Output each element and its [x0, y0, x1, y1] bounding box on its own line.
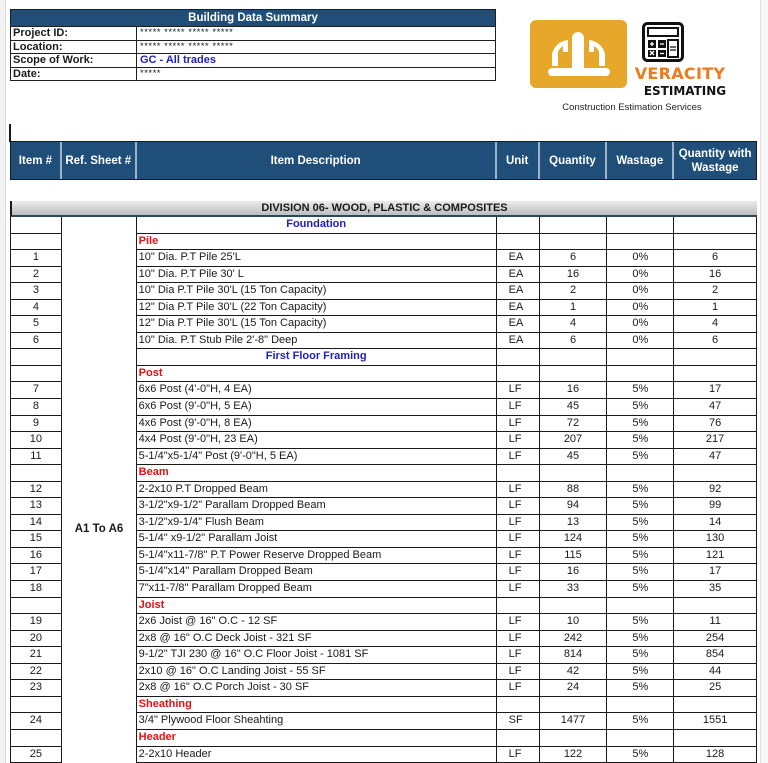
wastage-cell[interactable]	[607, 730, 674, 747]
description-cell[interactable]: 2x10 @ 16" O.C Landing Joist - 55 SF	[137, 664, 497, 681]
summary-label: Date:	[11, 68, 137, 81]
quantity-cell[interactable]: 16	[540, 382, 608, 399]
building-data-summary	[10, 9, 496, 81]
description-cell[interactable]: Foundation	[137, 217, 497, 234]
quantity-with-wastage-cell[interactable]	[674, 598, 756, 615]
quantity-with-wastage-cell[interactable]: 6	[674, 333, 756, 350]
wastage-cell[interactable]	[607, 465, 674, 482]
header-ref-sheet[interactable]: Ref. Sheet #	[62, 142, 137, 179]
unit-cell[interactable]	[497, 366, 540, 383]
item-number-cell[interactable]: 6	[11, 333, 62, 350]
wastage-cell[interactable]: 0%	[607, 333, 674, 350]
quantity-with-wastage-cell[interactable]: 2	[674, 283, 756, 300]
summary-row-project-id	[11, 26, 495, 40]
quantity-cell[interactable]	[540, 366, 608, 383]
description-cell[interactable]: First Floor Framing	[137, 349, 497, 366]
wastage-cell[interactable]: 5%	[607, 416, 674, 433]
wastage-cell[interactable]: 5%	[607, 531, 674, 548]
quantity-with-wastage-cell[interactable]: 35	[674, 581, 756, 598]
unit-cell[interactable]: LF	[497, 498, 540, 515]
quantity-cell[interactable]: 1477	[540, 713, 608, 730]
quantity-cell[interactable]: 72	[540, 416, 608, 433]
quantity-cell[interactable]: 45	[540, 399, 608, 416]
description-cell[interactable]: 5-1/4"x5-1/4" Post (9'-0"H, 5 EA)	[137, 449, 497, 466]
description-cell[interactable]: Beam	[137, 465, 497, 482]
item-number-cell[interactable]: 2	[11, 267, 62, 284]
item-number-cell[interactable]: 3	[11, 283, 62, 300]
quantity-with-wastage-cell[interactable]: 121	[674, 548, 756, 565]
description-cell[interactable]: 2x6 Joist @ 16" O.C - 12 SF	[137, 614, 497, 631]
wastage-cell[interactable]	[607, 349, 674, 366]
summary-row-scope	[11, 53, 495, 67]
description-cell[interactable]: 10" Dia P.T Pile 30'L (15 Ton Capacity)	[137, 283, 497, 300]
unit-cell[interactable]: EA	[497, 250, 540, 267]
header-item-description[interactable]: Item Description	[137, 142, 497, 179]
vertical-scrollbar[interactable]	[760, 0, 768, 763]
calculator-icon	[642, 22, 684, 62]
description-cell[interactable]: 2-2x10 P.T Dropped Beam	[137, 482, 497, 499]
unit-cell[interactable]: LF	[497, 432, 540, 449]
quantity-with-wastage-cell[interactable]	[674, 349, 756, 366]
quantity-with-wastage-cell[interactable]: 99	[674, 498, 756, 515]
quantity-cell[interactable]: 88	[540, 482, 608, 499]
wastage-cell[interactable]: 5%	[607, 747, 674, 763]
description-cell[interactable]: 10" Dia. P.T Pile 30' L	[137, 267, 497, 284]
unit-cell[interactable]: LF	[497, 614, 540, 631]
brand-name: VERACITY	[634, 64, 726, 83]
item-number-cell[interactable]: 18	[11, 581, 62, 598]
brand-tagline: Construction Estimation Services	[562, 102, 702, 113]
wastage-cell[interactable]: 5%	[607, 399, 674, 416]
quantity-with-wastage-cell[interactable]	[674, 234, 756, 251]
wastage-cell[interactable]: 5%	[607, 581, 674, 598]
wastage-cell[interactable]: 5%	[607, 382, 674, 399]
wastage-cell[interactable]: 5%	[607, 515, 674, 532]
wastage-cell[interactable]: 5%	[607, 631, 674, 648]
quantity-with-wastage-cell[interactable]: 16	[674, 267, 756, 284]
description-cell[interactable]: 4x6 Post (9'-0"H, 8 EA)	[137, 416, 497, 433]
description-cell[interactable]: 6x6 Post (4'-0"H, 4 EA)	[137, 382, 497, 399]
header-item-number[interactable]: Item #	[11, 142, 62, 179]
item-number-cell[interactable]: 25	[11, 747, 62, 763]
header-wastage[interactable]: Wastage	[607, 142, 674, 179]
quantity-cell[interactable]: 10	[540, 614, 608, 631]
quantity-cell[interactable]: 42	[540, 664, 608, 681]
wastage-cell[interactable]	[607, 366, 674, 383]
quantity-cell[interactable]: 45	[540, 449, 608, 466]
item-number-cell[interactable]: 17	[11, 564, 62, 581]
item-number-cell[interactable]	[11, 217, 62, 234]
description-cell[interactable]: Header	[137, 730, 497, 747]
unit-cell[interactable]: LF	[497, 631, 540, 648]
quantity-with-wastage-cell[interactable]: 44	[674, 664, 756, 681]
wastage-cell[interactable]: 5%	[607, 548, 674, 565]
description-cell[interactable]: 2-2x10 Header	[137, 747, 497, 763]
wastage-cell[interactable]	[607, 598, 674, 615]
description-cell[interactable]: 2x8 @ 16" O.C Deck Joist - 321 SF	[137, 631, 497, 648]
unit-cell[interactable]: LF	[497, 416, 540, 433]
item-number-cell[interactable]: 21	[11, 647, 62, 664]
item-number-cell[interactable]: 15	[11, 531, 62, 548]
quantity-with-wastage-cell[interactable]: 130	[674, 531, 756, 548]
item-number-cell[interactable]	[11, 697, 62, 714]
quantity-cell[interactable]	[540, 730, 608, 747]
quantity-with-wastage-cell[interactable]: 6	[674, 250, 756, 267]
quantity-cell[interactable]: 13	[540, 515, 608, 532]
date-value[interactable]: *****	[140, 67, 161, 79]
summary-label: Project ID:	[11, 27, 137, 40]
quantity-cell[interactable]: 33	[540, 581, 608, 598]
quantity-cell[interactable]: 1	[540, 300, 608, 317]
unit-cell[interactable]: EA	[497, 283, 540, 300]
quantity-with-wastage-cell[interactable]: 4	[674, 316, 756, 333]
unit-cell[interactable]: LF	[497, 747, 540, 763]
unit-cell[interactable]	[497, 234, 540, 251]
item-number-cell[interactable]: 14	[11, 515, 62, 532]
project-id-value[interactable]: ***** ***** ***** *****	[140, 27, 234, 38]
quantity-cell[interactable]	[540, 697, 608, 714]
unit-cell[interactable]: LF	[497, 399, 540, 416]
item-number-cell[interactable]: 7	[11, 382, 62, 399]
wastage-cell[interactable]: 5%	[607, 449, 674, 466]
unit-cell[interactable]: LF	[497, 482, 540, 499]
quantity-cell[interactable]	[540, 349, 608, 366]
unit-cell[interactable]: EA	[497, 300, 540, 317]
quantity-with-wastage-cell[interactable]: 25	[674, 680, 756, 697]
quantity-with-wastage-cell[interactable]: 128	[674, 747, 756, 763]
quantity-with-wastage-cell[interactable]: 11	[674, 614, 756, 631]
wastage-cell[interactable]: 5%	[607, 713, 674, 730]
wastage-cell[interactable]: 5%	[607, 680, 674, 697]
description-cell[interactable]: 12" Dia P.T Pile 30'L (22 Ton Capacity)	[137, 300, 497, 317]
summary-row-date	[11, 67, 495, 81]
summary-label: Scope of Work:	[11, 54, 137, 67]
unit-cell[interactable]	[497, 598, 540, 615]
wastage-cell[interactable]: 0%	[607, 267, 674, 284]
quantity-with-wastage-cell[interactable]: 217	[674, 432, 756, 449]
quantity-cell[interactable]: 115	[540, 548, 608, 565]
quantity-with-wastage-cell[interactable]: 47	[674, 449, 756, 466]
item-number-cell[interactable]: 13	[11, 498, 62, 515]
description-cell[interactable]: 4x4 Post (9'-0"H, 23 EA)	[137, 432, 497, 449]
division-title[interactable]: DIVISION 06- WOOD, PLASTIC & COMPOSITES	[10, 201, 757, 217]
unit-cell[interactable]	[497, 349, 540, 366]
item-number-cell[interactable]: 20	[11, 631, 62, 648]
description-cell[interactable]: 3/4" Plywood Floor Sheahting	[137, 713, 497, 730]
wastage-cell[interactable]: 5%	[607, 614, 674, 631]
wastage-cell[interactable]: 5%	[607, 664, 674, 681]
summary-label: Location:	[11, 41, 137, 54]
quantity-cell[interactable]: 242	[540, 631, 608, 648]
wastage-cell[interactable]: 5%	[607, 498, 674, 515]
quantity-with-wastage-cell[interactable]: 254	[674, 631, 756, 648]
quantity-cell[interactable]: 94	[540, 498, 608, 515]
description-cell[interactable]: 10" Dia. P.T Pile 25'L	[137, 250, 497, 267]
item-number-cell[interactable]: 9	[11, 416, 62, 433]
quantity-with-wastage-cell[interactable]: 854	[674, 647, 756, 664]
description-cell[interactable]: 3-1/2"x9-1/2" Parallam Dropped Beam	[137, 498, 497, 515]
description-cell[interactable]: 5-1/4"x14" Parallam Dropped Beam	[137, 564, 497, 581]
item-number-cell[interactable]: 22	[11, 664, 62, 681]
unit-cell[interactable]: EA	[497, 333, 540, 350]
quantity-cell[interactable]: 2	[540, 283, 608, 300]
item-number-cell[interactable]: 23	[11, 680, 62, 697]
wastage-cell[interactable]: 0%	[607, 283, 674, 300]
item-number-cell[interactable]: 12	[11, 482, 62, 499]
company-logo	[528, 18, 748, 118]
cell-border-mark	[9, 124, 11, 142]
sheet-left-gutter	[0, 0, 6, 763]
unit-cell[interactable]: EA	[497, 267, 540, 284]
item-number-cell[interactable]: 10	[11, 432, 62, 449]
quantity-cell[interactable]: 4	[540, 316, 608, 333]
quantity-cell[interactable]	[540, 598, 608, 615]
unit-cell[interactable]: LF	[497, 449, 540, 466]
wastage-cell[interactable]	[607, 217, 674, 234]
description-cell[interactable]: 3-1/2"x9-1/4" Flush Beam	[137, 515, 497, 532]
description-cell[interactable]: 5-1/4" x9-1/2" Parallam Joist	[137, 531, 497, 548]
unit-cell[interactable]	[497, 217, 540, 234]
quantity-cell[interactable]: 16	[540, 564, 608, 581]
unit-cell[interactable]: LF	[497, 531, 540, 548]
brand-subtitle: ESTIMATING	[643, 84, 727, 98]
quantity-with-wastage-cell[interactable]: 92	[674, 482, 756, 499]
unit-cell[interactable]: SF	[497, 713, 540, 730]
header-quantity-with-wastage[interactable]: Quantity with Wastage	[678, 147, 752, 174]
quantity-cell[interactable]	[540, 234, 608, 251]
description-cell[interactable]: Post	[137, 366, 497, 383]
hard-hat-icon	[530, 20, 627, 88]
item-number-cell[interactable]: 24	[11, 713, 62, 730]
unit-cell[interactable]: LF	[497, 680, 540, 697]
item-number-cell[interactable]	[11, 465, 62, 482]
item-number-cell[interactable]	[11, 366, 62, 383]
unit-cell[interactable]: LF	[497, 581, 540, 598]
item-number-cell[interactable]	[11, 598, 62, 615]
quantity-with-wastage-cell[interactable]: 47	[674, 399, 756, 416]
quantity-cell[interactable]: 16	[540, 267, 608, 284]
quantity-with-wastage-cell[interactable]: 1	[674, 300, 756, 317]
description-cell[interactable]: 5-1/4"x11-7/8" P.T Power Reserve Dropped Beam	[137, 548, 497, 565]
quantity-with-wastage-cell[interactable]	[674, 366, 756, 383]
quantity-with-wastage-cell[interactable]: 17	[674, 382, 756, 399]
summary-title: Building Data Summary	[11, 10, 495, 26]
item-number-cell[interactable]: 1	[11, 250, 62, 267]
unit-cell[interactable]	[497, 697, 540, 714]
item-number-cell[interactable]: 19	[11, 614, 62, 631]
quantity-cell[interactable]: 122	[540, 747, 608, 763]
item-number-cell[interactable]	[11, 349, 62, 366]
unit-cell[interactable]: LF	[497, 647, 540, 664]
unit-cell[interactable]	[497, 465, 540, 482]
wastage-cell[interactable]: 5%	[607, 647, 674, 664]
quantity-with-wastage-cell[interactable]	[674, 217, 756, 234]
header-unit[interactable]: Unit	[497, 142, 540, 179]
item-number-cell[interactable]	[11, 730, 62, 747]
quantity-cell[interactable]: 6	[540, 333, 608, 350]
description-cell[interactable]: 2x8 @ 16" O.C Porch Joist - 30 SF	[137, 680, 497, 697]
unit-cell[interactable]: LF	[497, 564, 540, 581]
header-quantity[interactable]: Quantity	[540, 142, 608, 179]
quantity-cell[interactable]: 124	[540, 531, 608, 548]
wastage-cell[interactable]: 5%	[607, 564, 674, 581]
quantity-cell[interactable]: 24	[540, 680, 608, 697]
description-cell[interactable]: 10" Dia. P.T Stub Pile 2'-8" Deep	[137, 333, 497, 350]
unit-cell[interactable]	[497, 730, 540, 747]
summary-row-location	[11, 40, 495, 54]
wastage-cell[interactable]: 0%	[607, 250, 674, 267]
wastage-cell[interactable]: 0%	[607, 300, 674, 317]
unit-cell[interactable]: LF	[497, 664, 540, 681]
item-number-cell[interactable]: 16	[11, 548, 62, 565]
table-header	[10, 141, 757, 180]
location-value[interactable]: ***** ***** ***** *****	[140, 40, 234, 52]
unit-cell[interactable]: LF	[497, 382, 540, 399]
quantity-cell[interactable]	[540, 217, 608, 234]
quantity-cell[interactable]: 207	[540, 432, 608, 449]
quantity-with-wastage-cell[interactable]: 1551	[674, 713, 756, 730]
item-number-cell[interactable]	[11, 234, 62, 251]
item-number-cell[interactable]: 8	[11, 399, 62, 416]
description-cell[interactable]: Joist	[137, 598, 497, 615]
description-cell[interactable]: Sheathing	[137, 697, 497, 714]
quantity-cell[interactable]: 814	[540, 647, 608, 664]
scope-value[interactable]: GC - All trades	[140, 54, 216, 66]
item-number-cell[interactable]: 4	[11, 300, 62, 317]
description-cell[interactable]: 12" Dia P.T Pile 30'L (15 Ton Capacity)	[137, 316, 497, 333]
description-cell[interactable]: 9-1/2" TJI 230 @ 16" O.C Floor Joist - 1081 SF	[137, 647, 497, 664]
wastage-cell[interactable]: 5%	[607, 482, 674, 499]
quantity-with-wastage-cell[interactable]: 76	[674, 416, 756, 433]
description-cell[interactable]: 7"x11-7/8" Parallam Dropped Beam	[137, 581, 497, 598]
item-number-cell[interactable]: 11	[11, 449, 62, 466]
quantity-with-wastage-cell[interactable]	[674, 465, 756, 482]
quantity-cell[interactable]	[540, 465, 608, 482]
description-cell[interactable]: Pile	[137, 234, 497, 251]
quantity-with-wastage-cell[interactable]	[674, 730, 756, 747]
wastage-cell[interactable]	[607, 697, 674, 714]
ref-sheet-merged-cell[interactable]: A1 To A6	[74, 523, 124, 535]
wastage-cell[interactable]: 0%	[607, 316, 674, 333]
quantity-cell[interactable]: 6	[540, 250, 608, 267]
wastage-cell[interactable]: 5%	[607, 432, 674, 449]
description-cell[interactable]: 6x6 Post (9'-0"H, 5 EA)	[137, 399, 497, 416]
item-number-cell[interactable]: 5	[11, 316, 62, 333]
unit-cell[interactable]: EA	[497, 316, 540, 333]
quantity-with-wastage-cell[interactable]: 17	[674, 564, 756, 581]
wastage-cell[interactable]	[607, 234, 674, 251]
unit-cell[interactable]: LF	[497, 548, 540, 565]
quantity-with-wastage-cell[interactable]	[674, 697, 756, 714]
unit-cell[interactable]: LF	[497, 515, 540, 532]
quantity-with-wastage-cell[interactable]: 14	[674, 515, 756, 532]
